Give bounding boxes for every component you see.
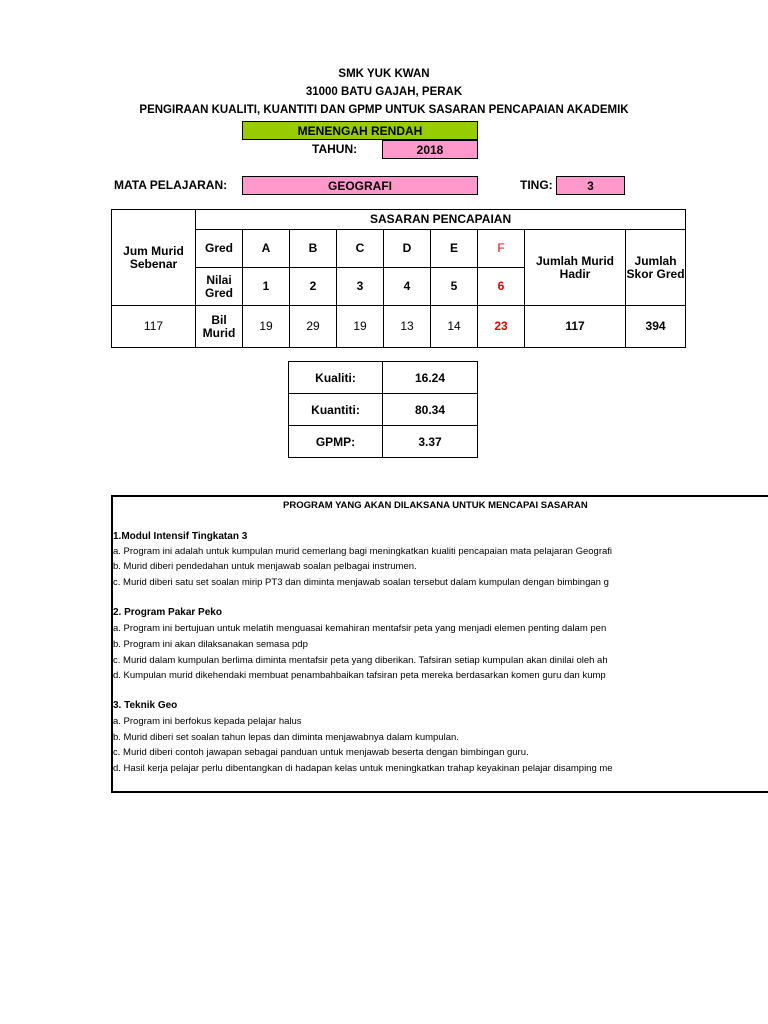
jumlah-skor-value: 394 <box>626 306 686 348</box>
jumlah-skor-header: Jumlah Skor Gred <box>626 230 686 306</box>
bil-c[interactable]: 19 <box>337 306 384 348</box>
nilai-b: 2 <box>290 268 337 306</box>
bil-d[interactable]: 13 <box>384 306 431 348</box>
nilai-a: 1 <box>243 268 290 306</box>
program-title: PROGRAM YANG AKAN DILAKSANA UNTUK MENCAPAI SASARAN <box>283 500 588 511</box>
jumlah-hadir-header: Jumlah Murid Hadir <box>525 230 626 306</box>
school-address: 31000 BATU GAJAH, PERAK <box>305 86 463 98</box>
form-value[interactable]: 3 <box>556 176 625 195</box>
grade-d: D <box>384 230 431 268</box>
nilai-d: 4 <box>384 268 431 306</box>
bil-e[interactable]: 14 <box>431 306 478 348</box>
nilai-c: 3 <box>337 268 384 306</box>
jum-murid-value[interactable]: 117 <box>112 306 196 348</box>
level-banner: MENENGAH RENDAH <box>242 121 478 140</box>
bil-murid-label: Bil Murid <box>196 306 243 348</box>
sasaran-header: SASARAN PENCAPAIAN <box>196 210 686 230</box>
kualiti-label: Kualiti: <box>289 362 383 394</box>
gred-label: Gred <box>196 230 243 268</box>
section-2-item-c: c. Murid dalam kumpulan berlima diminta mentafsir peta yang diberikan. Tafsiran setiap kumpulan akan dinilai oleh ah <box>113 655 608 666</box>
kuantiti-value: 80.34 <box>383 394 478 426</box>
section-2-item-b: b. Program ini akan dilaksanakan semasa pdp <box>113 639 308 650</box>
section-2-title: 2. Program Pakar Peko <box>113 607 222 618</box>
section-1-item-a: a. Program ini adalah untuk kumpulan murid cemerlang bagi meningkatkan kualiti pencapaian mata pelajaran Geografi <box>113 546 613 557</box>
year-value[interactable]: 2018 <box>382 140 478 159</box>
section-1-title: 1.Modul Intensif Tingkatan 3 <box>113 531 248 542</box>
section-3-item-b: b. Murid diberi set soalan tahun lepas dan diminta menjawabnya dalam kumpulan. <box>113 732 459 743</box>
grade-c: C <box>337 230 384 268</box>
grade-f: F <box>478 230 525 268</box>
jum-murid-header: Jum Murid Sebenar <box>112 210 196 306</box>
gpmp-value: 3.37 <box>383 426 478 458</box>
nilai-e: 5 <box>431 268 478 306</box>
nilai-gred-label: Nilai Gred <box>196 268 243 306</box>
section-3-item-a: a. Program ini berfokus kepada pelajar halus <box>113 716 302 727</box>
section-2-item-a: a. Program ini bertujuan untuk melatih menguasai kemahiran mentafsir peta yang menjadi elemen penting dalam pen <box>113 623 607 634</box>
nilai-f: 6 <box>478 268 525 306</box>
jumlah-hadir-value: 117 <box>525 306 626 348</box>
bil-f[interactable]: 23 <box>478 306 525 348</box>
year-label: TAHUN: <box>312 142 358 156</box>
grade-a: A <box>243 230 290 268</box>
program-box <box>111 495 768 793</box>
kualiti-value: 16.24 <box>383 362 478 394</box>
section-1-item-c: c. Murid diberi satu set soalan mirip PT3 dan diminta menjawab soalan tersebut dalam kumpulan dengan bimbingan g <box>113 577 609 588</box>
subject-label: MATA PELAJARAN: <box>114 178 228 192</box>
target-table <box>111 209 686 348</box>
section-3-item-c: c. Murid diberi contoh jawapan sebagai panduan untuk menjawab beserta dengan bimbingan guru. <box>113 747 529 758</box>
section-2-item-d: d. Kumpulan murid dikehendaki membuat penambahbaikan tafsiran peta mereka berdasarkan komen guru dan kump <box>113 670 606 681</box>
bil-a[interactable]: 19 <box>243 306 290 348</box>
page-title: PENGIRAAN KUALITI, KUANTITI DAN GPMP UNTUK SASARAN PENCAPAIAN AKADEMIK <box>139 104 629 116</box>
bil-b[interactable]: 29 <box>290 306 337 348</box>
school-name: SMK YUK KWAN <box>338 68 430 80</box>
grade-b: B <box>290 230 337 268</box>
subject-value[interactable]: GEOGRAFI <box>242 176 478 195</box>
form-label: TING: <box>520 178 553 192</box>
grade-e: E <box>431 230 478 268</box>
kuantiti-label: Kuantiti: <box>289 394 383 426</box>
section-3-title: 3. Teknik Geo <box>113 700 178 711</box>
results-table <box>288 361 478 458</box>
section-1-item-b: b. Murid diberi pendedahan untuk menjawab soalan pelbagai instrumen. <box>113 561 417 572</box>
gpmp-label: GPMP: <box>289 426 383 458</box>
section-3-item-d: d. Hasil kerja pelajar perlu dibentangkan di hadapan kelas untuk meningkatkan trahap keyakinan pelajar disamping me <box>113 763 613 774</box>
